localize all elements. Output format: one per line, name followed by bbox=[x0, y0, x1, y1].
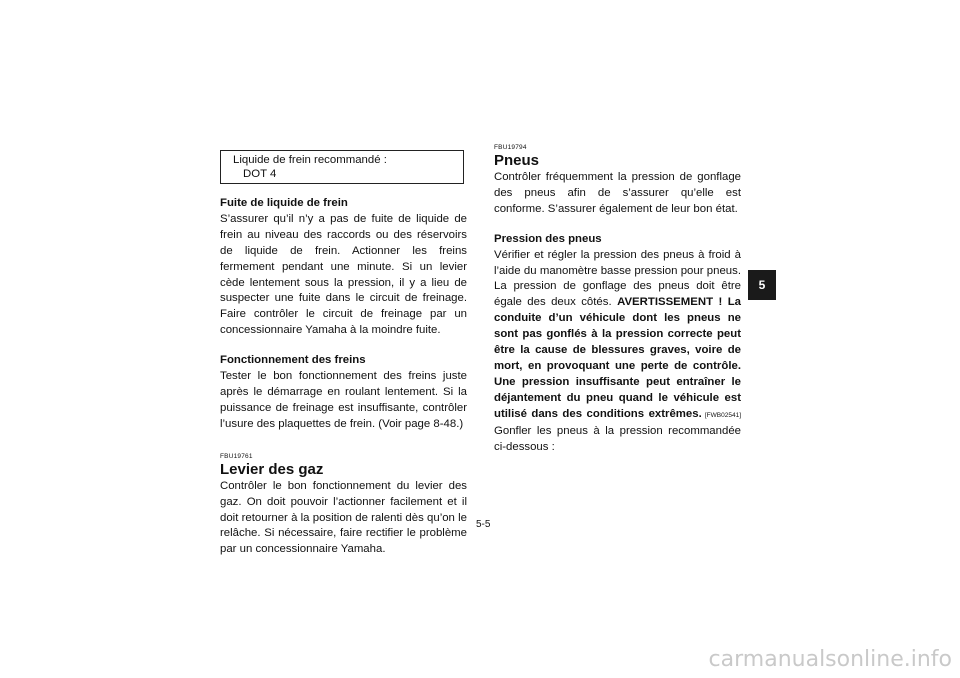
section-body-levier: Contrôler le bon fonctionnement du levier des gaz. On doit pouvoir l’actionner facilement et il doit retourner à la position de ralenti dès qu’on le relâche. Si nécessaire, faire rectifier le problème par un concessionnaire Yamaha. bbox=[220, 479, 467, 556]
section-heading-levier: Levier des gaz bbox=[220, 460, 324, 478]
watermark-text: carmanualsonline.info bbox=[708, 647, 952, 672]
section-title-pression: Pression des pneus bbox=[494, 232, 602, 245]
pression-text-start: Vérifier et régler la pression des pneus à froid à l’aide du manomètre basse pression pour pneus. La pression de gonflage des pneus doit être égale des deux côtés. bbox=[494, 248, 741, 309]
box-line-2: DOT 4 bbox=[243, 168, 277, 180]
section-body-pneus: Contrôler fréquemment la pression de gonflage des pneus afin de s’assurer qu’elle est conforme. S’assurer également de leur bon état. bbox=[494, 171, 741, 215]
box-line-1: Liquide de frein recommandé : bbox=[233, 154, 387, 166]
warning-text: AVERTISSEMENT ! La conduite d’un véhicule dont les pneus ne sont pas gonflés à la pression correcte peut être la cause de blessures graves, voire de mort, en provoquant une perte de contrôle. Une pression insuffisante peut entraîner le déjantement du pneu quand le véhicule est utilisé dans des conditions extrêmes. bbox=[494, 296, 741, 420]
right-column bbox=[494, 144, 741, 455]
page-number: 5-5 bbox=[476, 519, 491, 530]
section-title-fonctionnement: Fonctionnement des freins bbox=[220, 354, 366, 367]
recommended-fluid-box bbox=[220, 150, 464, 184]
pression-text-end: Gonfler les pneus à la pression recommandée ci-dessous : bbox=[494, 424, 741, 453]
section-code-pneus: FBU19794 bbox=[494, 144, 527, 151]
section-body-pression bbox=[494, 248, 741, 456]
section-body-fuite: S’assurer qu’il n’y a pas de fuite de liquide de frein au niveau des raccords ou des réservoirs de liquide de frein. Actionner les freins fermement pendant une minute. Si un levier cède lentement sous la pression, il y a lieu de suspecter une fuite dans le circuit de freinage. Faire contrôler le circuit de freinage par un concessionnaire Yamaha à la moindre fuite. bbox=[220, 212, 467, 337]
left-column bbox=[220, 196, 467, 558]
chapter-tab: 5 bbox=[748, 270, 776, 300]
section-heading-pneus: Pneus bbox=[494, 152, 540, 169]
section-title-fuite: Fuite de liquide de frein bbox=[220, 197, 348, 209]
warning-reference-code: [FWB02541] bbox=[701, 411, 741, 419]
section-code-levier: FBU19761 bbox=[220, 452, 253, 460]
section-body-fonctionnement: Tester le bon fonctionnement des freins juste après le démarrage en roulant lentement. Si la puissance de freinage est insuffisante, contrôler l’usure des plaquettes de frein. (Voir page 8-48.) bbox=[220, 370, 467, 430]
